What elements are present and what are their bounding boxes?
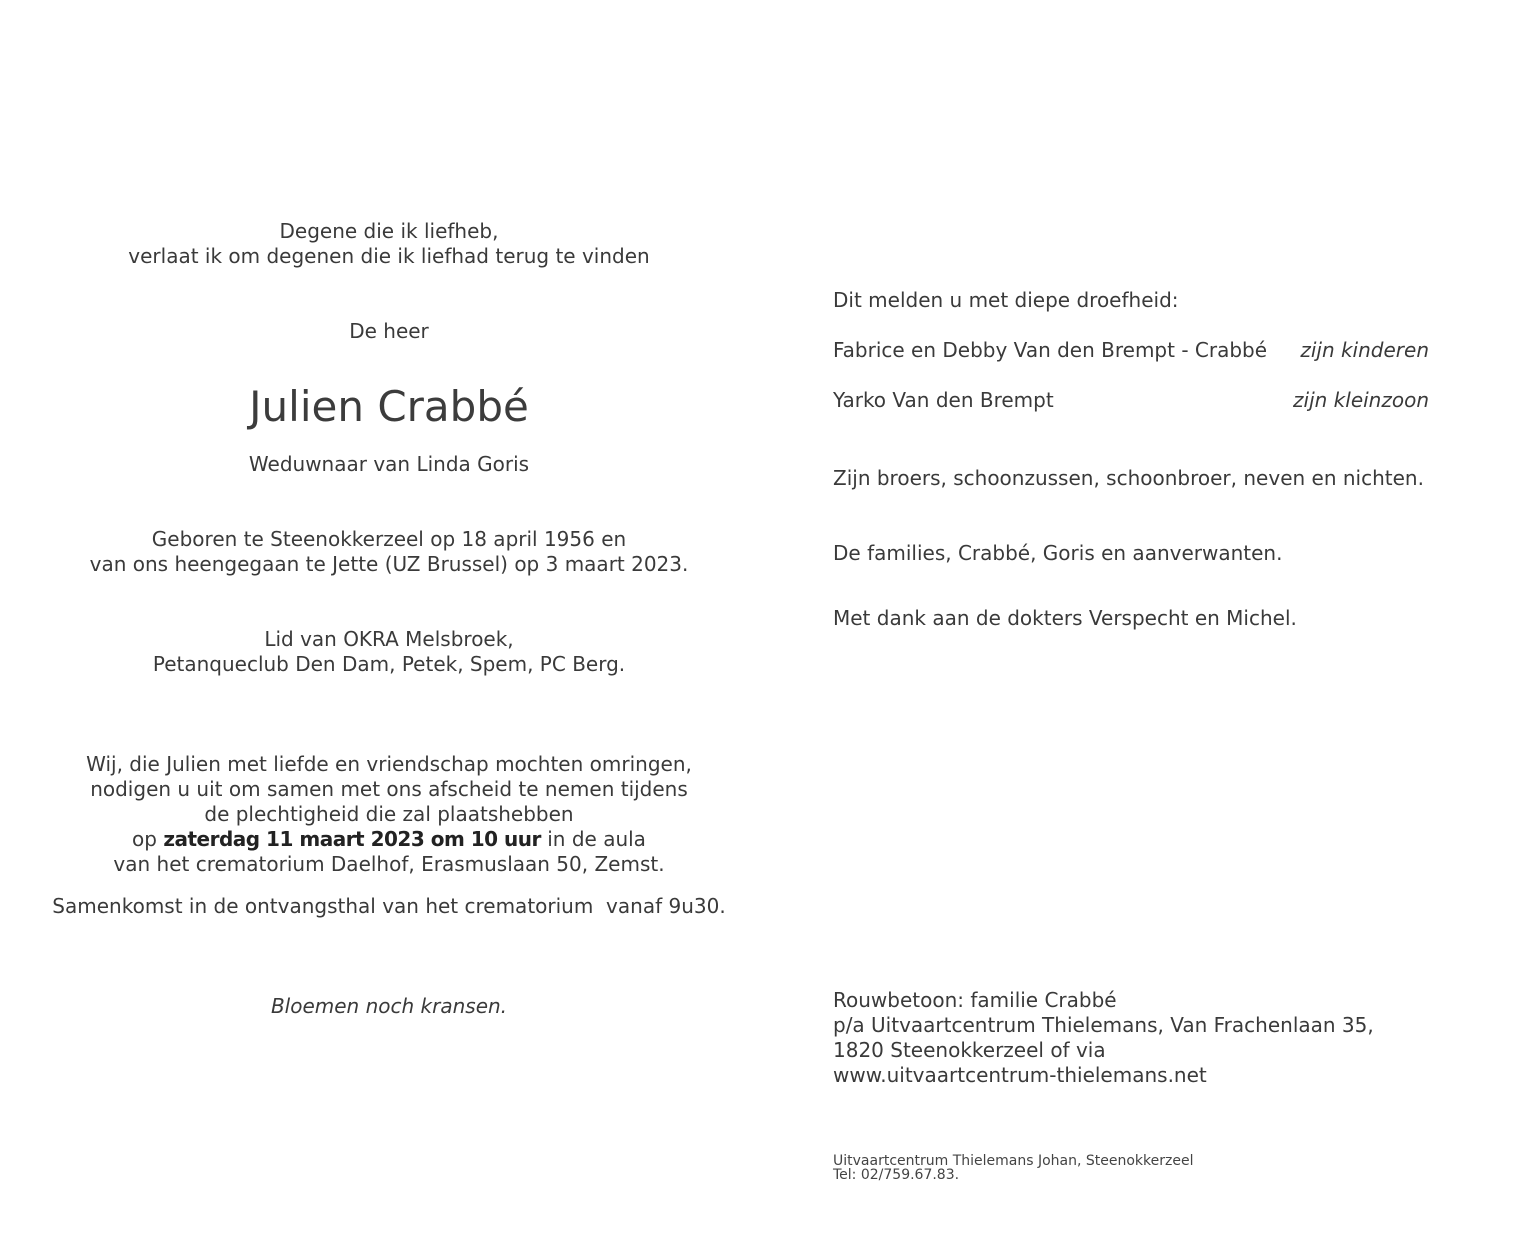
gathering-text: Samenkomst in de ontvangsthal van het crematorium vanaf 9u30. [52, 894, 726, 918]
relative-name: Yarko Van den Brempt [833, 388, 1054, 412]
membership-line-1: Lid van OKRA Melsbroek, [264, 627, 514, 651]
motto-line-2: verlaat ik om degenen die ik liefhad terug te vinden [128, 244, 650, 268]
condolences-address [833, 988, 1374, 1088]
gathering [0, 894, 778, 919]
condolences-line-3: 1820 Steenokkerzeel of via [833, 1038, 1106, 1062]
invitation-line-2: nodigen u uit om samen met ons afscheid te nemen tijdens [90, 777, 688, 801]
announcement-text: Dit melden u met diepe droefheid: [833, 288, 1179, 312]
undertaker-phone: Tel: 02/759.67.83. [833, 1167, 960, 1183]
families-text: De families, Crabbé, Goris en aanverwanten. [833, 541, 1283, 565]
deceased-name-text: Julien Crabbé [249, 382, 529, 431]
invitation-line-5: van het crematorium Daelhof, Erasmuslaan 50, Zemst. [113, 852, 665, 876]
birth-death [0, 527, 778, 577]
announcement [833, 288, 1179, 313]
relative-name: Fabrice en Debby Van den Brempt - Crabbé [833, 338, 1268, 362]
invitation-line-1: Wij, die Julien met liefde en vriendschap mochten omringen, [86, 752, 692, 776]
invitation [0, 752, 778, 877]
condolences-line-1: Rouwbetoon: familie Crabbé [833, 988, 1117, 1012]
widower-text: Weduwnaar van Linda Goris [248, 452, 530, 476]
salutation [0, 319, 778, 344]
condolences-website: www.uitvaartcentrum-thielemans.net [833, 1063, 1207, 1087]
families [833, 541, 1282, 566]
widower-line [0, 452, 778, 477]
invitation-prefix: op [132, 827, 164, 851]
deceased-name [0, 382, 778, 432]
undertaker-name: Uitvaartcentrum Thielemans Johan, Steenokkerzeel [833, 1153, 1194, 1169]
thanks-text: Met dank aan de dokters Verspecht en Michel. [833, 606, 1297, 630]
flowers [0, 994, 778, 1019]
relative-row-grandson [833, 388, 1429, 413]
motto-line-1: Degene die ik liefheb, [279, 219, 499, 243]
relative-row-children [833, 338, 1429, 363]
death-line: van ons heengegaan te Jette (UZ Brussel) op 3 maart 2023. [89, 552, 689, 576]
membership-line-2: Petanqueclub Den Dam, Petek, Spem, PC Berg. [152, 652, 626, 676]
motto [0, 219, 778, 269]
condolences-line-2: p/a Uitvaartcentrum Thielemans, Van Frachenlaan 35, [833, 1013, 1374, 1037]
siblings [833, 466, 1424, 491]
ceremony-datetime: zaterdag 11 maart 2023 om 10 uur [163, 827, 541, 851]
undertaker-info [833, 1154, 1193, 1182]
flowers-text: Bloemen noch kransen. [270, 994, 508, 1018]
membership [0, 627, 778, 677]
invitation-suffix: in de aula [540, 827, 646, 851]
relative-role: zijn kleinzoon [1293, 388, 1429, 412]
invitation-line-3: de plechtigheid die zal plaatshebben [204, 802, 574, 826]
relative-role: zijn kinderen [1300, 338, 1429, 362]
invitation-line-4 [0, 827, 778, 852]
thanks [833, 606, 1297, 631]
siblings-text: Zijn broers, schoonzussen, schoonbroer, neven en nichten. [833, 466, 1424, 490]
salutation-text: De heer [349, 319, 429, 343]
birth-line: Geboren te Steenokkerzeel op 18 april 1956 en [151, 527, 627, 551]
